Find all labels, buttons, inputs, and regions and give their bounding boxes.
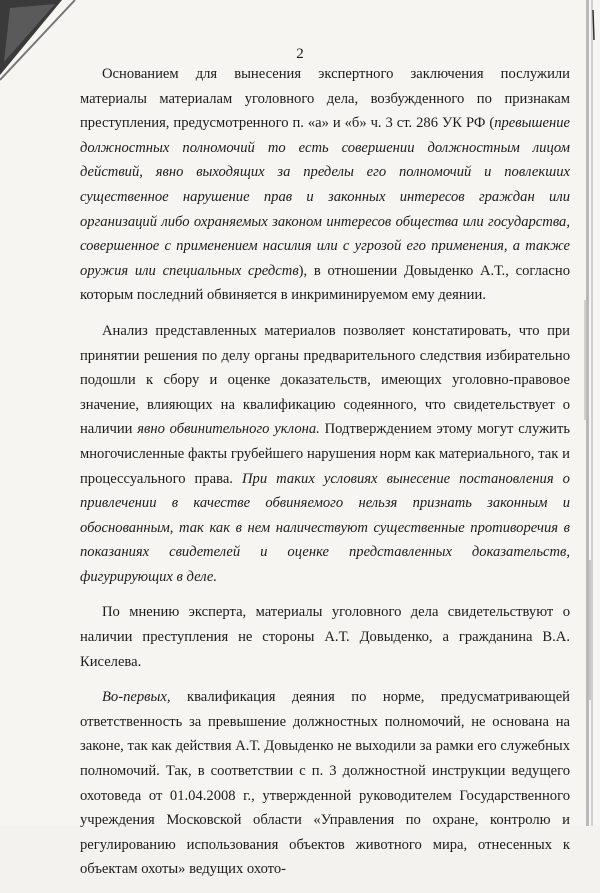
text-run: Основанием для вынесения экспертного заключения послужили материалы материалам уголовного дела, возбужденного по признакам преступления, предусмотренного п. «а» и «б» ч. 3 ст. 286 УК РФ ( [80,66,570,132]
text-run: Анализ представленных материалов позволяет констатировать, что при принятии решения по делу органы предварительного следствия избирательно подошли к сбору и оценке доказательств, имеющих уголовно-правовое значение, влияющих на квалификацию содеянного, что свидетельствует о наличии [80,322,570,438]
text-run: квалификация деяния по норме, предусматривающей ответственность за превышение должностных полномочий, не основана на законе, так как действия А.Т. Довыденко не выходили за рамки его служебных полномочий. Так, в соответствии с п. 3 должностной инструкции ведущего охотоведа от 01.04.2008 г., утвержденной руководителем Государственного учреждения Московской области «Управления по охране, контролю и регулированию использования объектов животного мира, отнесенных к объектам охоты» ведущих охото- [80,689,570,878]
italic-text-run: явно обвинительного уклона. [137,421,320,438]
text-run: ), в отношении Довыденко А.Т., согласно которым последний обвиняется в инкриминируемом ему деянии. [80,262,570,304]
paragraph [80,319,570,590]
text-run: Подтверждением этому могут служить многочисленные факты грубейшего нарушения норм как материального, так и процессуального права. [80,421,570,487]
paragraph [80,600,570,674]
paragraph [80,62,570,308]
italic-text-run: При таких условиях вынесение постановления о привлечении в качестве обвиняемого нельзя признать законным и обоснованным, так как в нем наличествуют существенные противоречия в показаниях свидетелей и оценке представленных доказательств, фигурирующих в деле. [80,470,570,585]
text-run: По мнению эксперта, материалы уголовного дела свидетельствуют о наличии преступления не стороны А.Т. Довыденко, а гражданина В.А. Киселева. [80,604,570,670]
paragraph [80,685,570,882]
page-number: 2 [296,46,304,62]
document-body [80,62,570,893]
italic-text-run: превышение должностных полномочий то есть совершении должностным лицом действий, явно выходящих за пределы его полномочий и повлекших существенное нарушение прав и законных интересов граждан или организаций либо охраняемых законом интересов общества или государства, совершенное с применением насилия или с угрозой его применения, а также оружия или специальных средств [80,115,570,279]
italic-text-run: Во-первых, [102,689,171,706]
